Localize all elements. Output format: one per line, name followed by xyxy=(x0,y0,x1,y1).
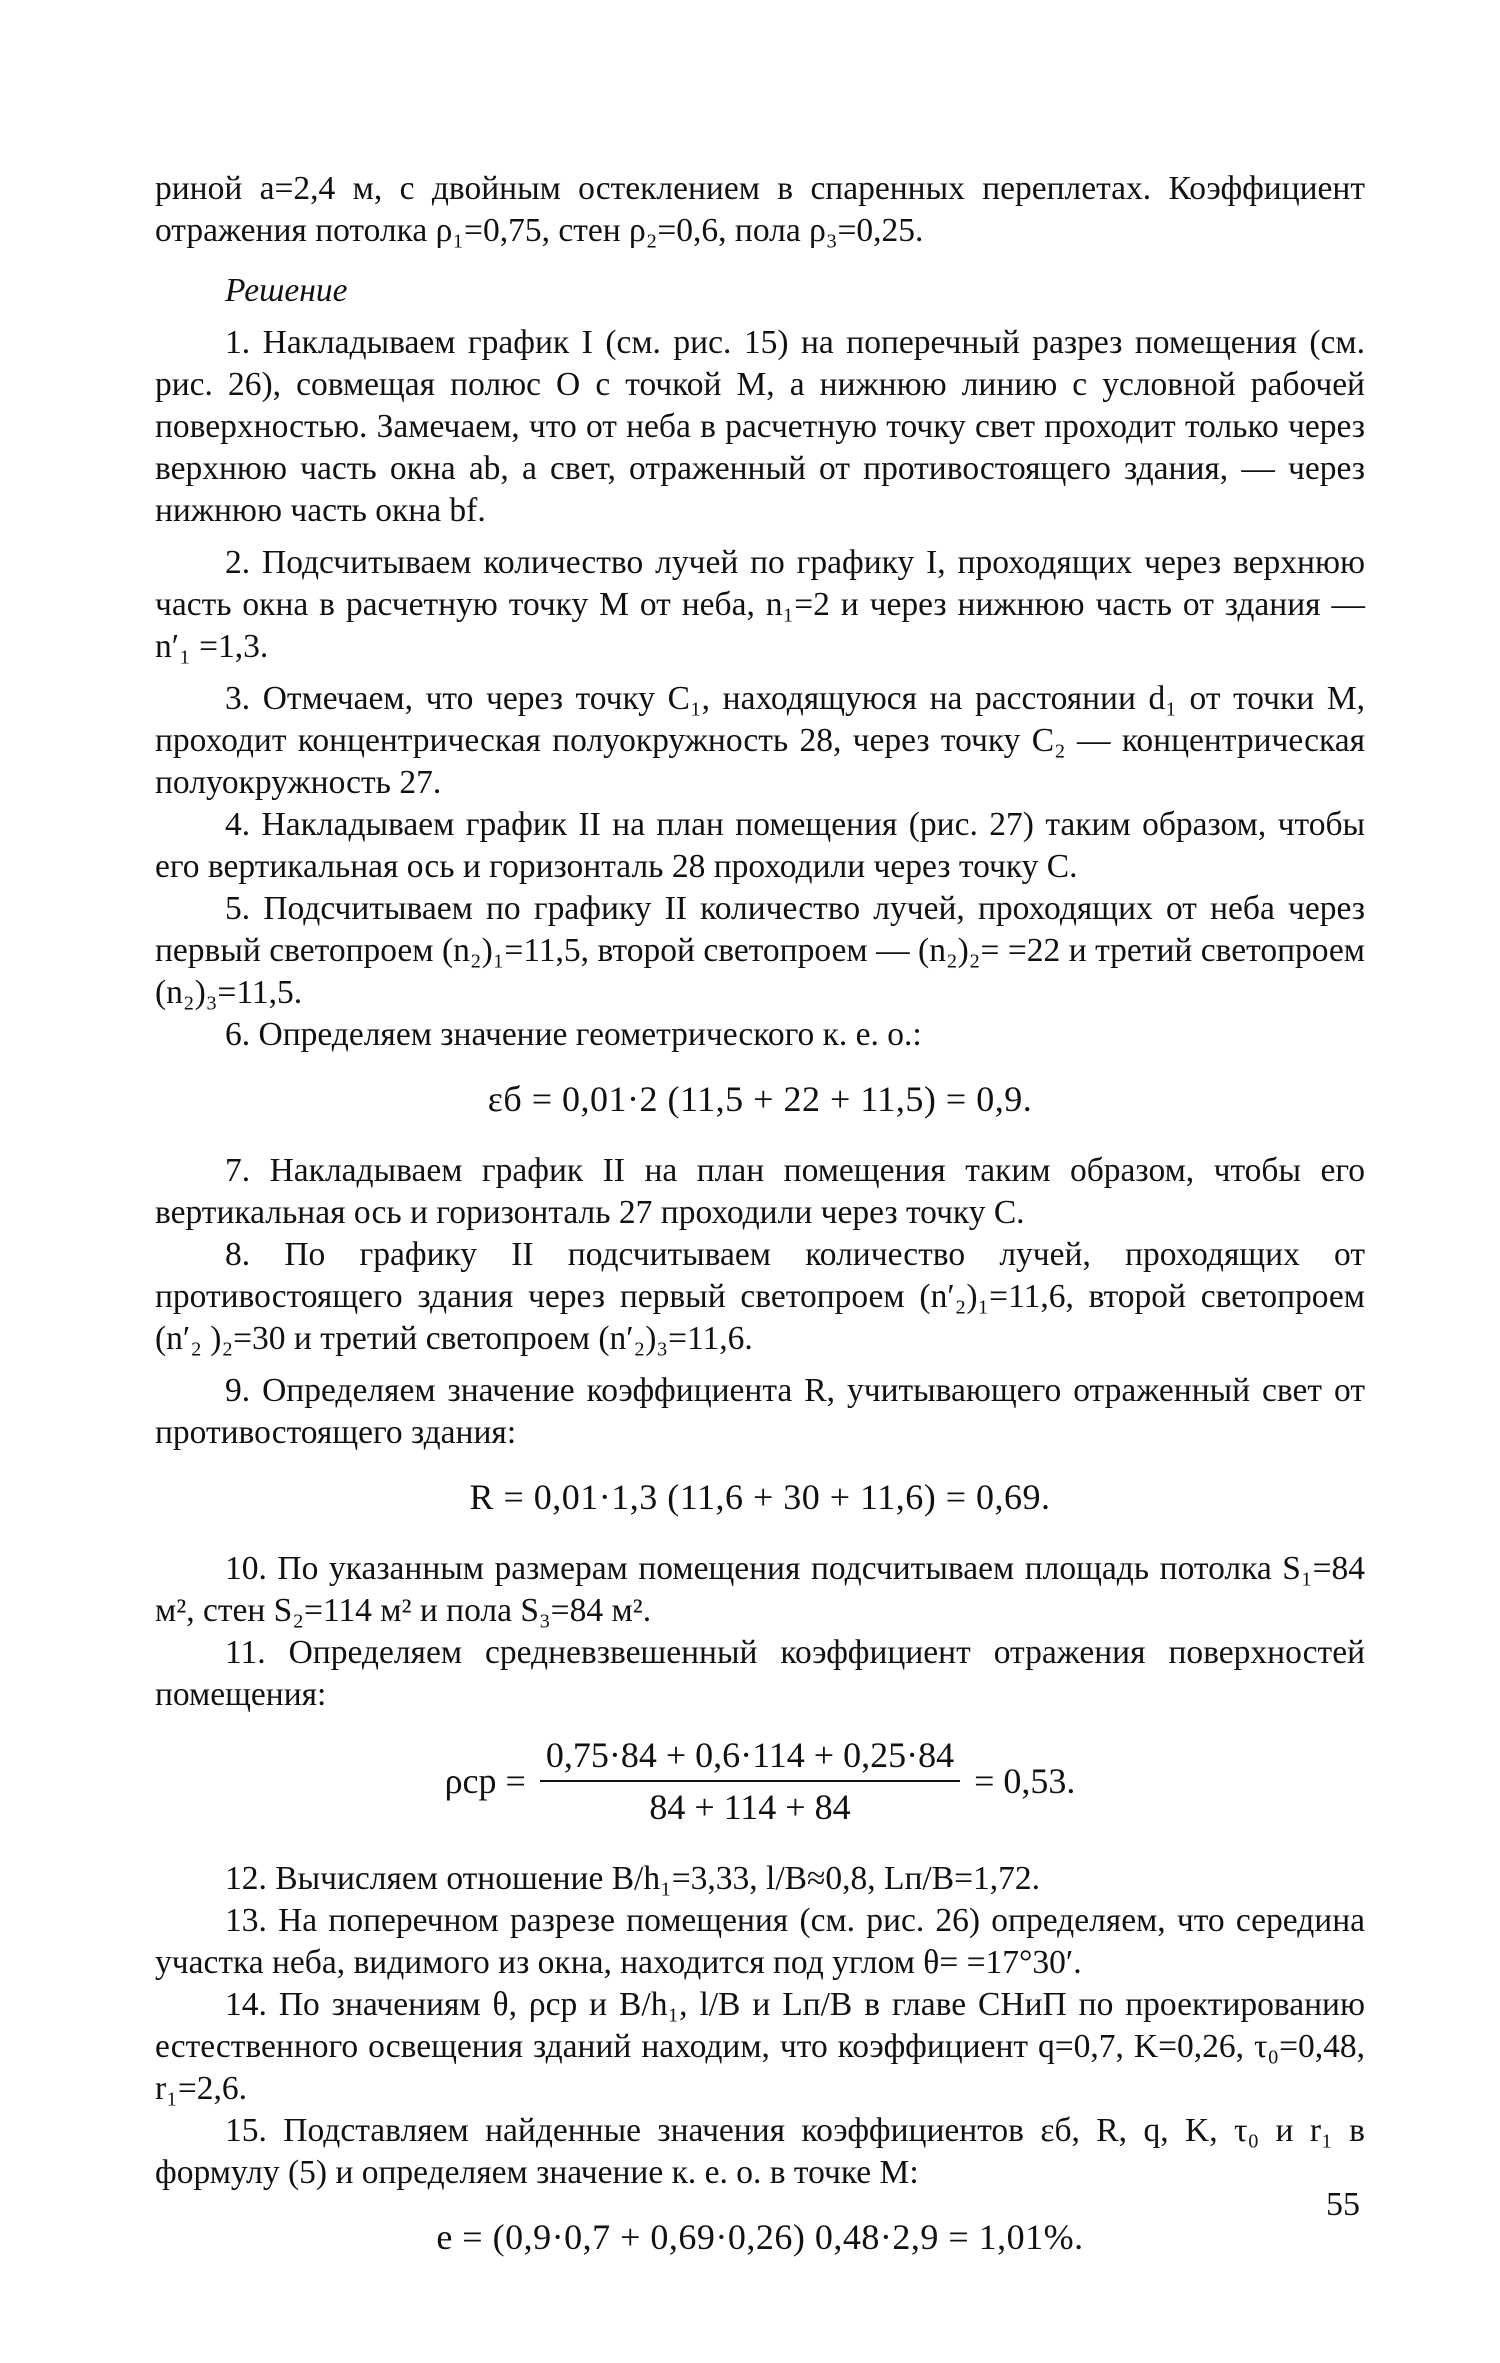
formula-reflection-coefficient: R = 0,01·1,3 (11,6 + 30 + 11,6) = 0,69. xyxy=(469,1477,1051,1517)
step-3: 3. Отмечаем, что через точку C₁, находящуюся на расстоянии d₁ от точки M, проходит концентрическая полуокружность 28, через точку C₂ — концентрическая полуокружность 27. xyxy=(155,680,1365,801)
step-6: 6. Определяем значение геометрического к. е. о.: xyxy=(225,1016,922,1053)
formula-rhs: = 0,53. xyxy=(974,1761,1076,1801)
step-11: 11. Определяем средневзвешенный коэффициент отражения поверхностей помещения: xyxy=(155,1634,1365,1713)
step-15: 15. Подставляем найденные значения коэффициентов εб, R, q, K, τ₀ и r₁ в формулу (5) и определяем значение к. е. о. в точке M: xyxy=(155,2112,1365,2191)
step-5: 5. Подсчитываем по графику II количество лучей, проходящих от неба через первый светопроем (n₂)₁=11,5, второй светопроем — (n₂)₂= =22 и третий светопроем (n₂)₃=11,5. xyxy=(155,890,1365,1011)
step-1: 1. Накладываем график I (см. рис. 15) на поперечный разрез помещения (см. рис. 26), совмещая полюс O с точкой M, а нижнюю линию с условной рабочей поверхностью. Замечаем, что от неба в расчетную точку свет проходит только через верхнюю часть окна ab, а свет, отраженный от противостоящего здания, — через нижнюю часть окна bf. xyxy=(155,324,1365,529)
step-2: 2. Подсчитываем количество лучей по графику I, проходящих через верхнюю часть окна в расчетную точку M от неба, n₁=2 и через нижнюю часть от здания — n′₁ =1,3. xyxy=(155,544,1365,665)
fraction-numerator: 0,75·84 + 0,6·114 + 0,25·84 xyxy=(540,1734,960,1782)
step-7: 7. Накладываем график II на план помещения таким образом, чтобы его вертикальная ось и горизонталь 27 проходили через точку C. xyxy=(155,1152,1365,1231)
intro-paragraph: риной a=2,4 м, с двойным остеклением в спаренных переплетах. Коэффициент отражения потолка ρ₁=0,75, стен ρ₂=0,6, пола ρ₃=0,25. xyxy=(155,170,1365,249)
formula-lhs: ρср = xyxy=(444,1761,526,1801)
page-number: 55 xyxy=(1326,2186,1360,2223)
step-8: 8. По графику II подсчитываем количество лучей, проходящих от противостоящего здания через первый светопроем (n′₂)₁=11,6, второй светопроем (n′₂ )₂=30 и третий светопроем (n′₂)₃=11,6. xyxy=(155,1236,1365,1357)
fraction xyxy=(540,1734,960,1828)
step-13: 13. На поперечном разрезе помещения (см. рис. 26) определяем, что середина участка неба, видимого из окна, находится под углом θ= =17°30′. xyxy=(155,1902,1365,1981)
page-body xyxy=(155,168,1365,2288)
formula-final-keo: e = (0,9·0,7 + 0,69·0,26) 0,48·2,9 = 1,01%. xyxy=(436,2217,1084,2257)
step-9: 9. Определяем значение коэффициента R, учитывающего отраженный свет от противостоящего здания: xyxy=(155,1372,1365,1451)
formula-geometric-keo: εб = 0,01·2 (11,5 + 22 + 11,5) = 0,9. xyxy=(487,1079,1033,1119)
step-14: 14. По значениям θ, ρср и B/h₁, l/B и Lп/B в главе СНиП по проектированию естественного освещения зданий находим, что коэффициент q=0,7, K=0,26, τ₀=0,48, r₁=2,6. xyxy=(155,1986,1365,2107)
fraction-denominator: 84 + 114 + 84 xyxy=(649,1787,851,1827)
step-4: 4. Накладываем график II на план помещения (рис. 27) таким образом, чтобы его вертикальная ось и горизонталь 28 проходили через точку C. xyxy=(155,806,1365,885)
solution-heading: Решение xyxy=(225,272,348,309)
step-12: 12. Вычисляем отношение B/h₁=3,33, l/B≈0,8, Lп/B=1,72. xyxy=(225,1860,1040,1897)
formula-weighted-reflection xyxy=(155,1734,1365,1828)
step-10: 10. По указанным размерам помещения подсчитываем площадь потолка S₁=84 м², стен S₂=114 м² и пола S₃=84 м². xyxy=(155,1550,1365,1629)
